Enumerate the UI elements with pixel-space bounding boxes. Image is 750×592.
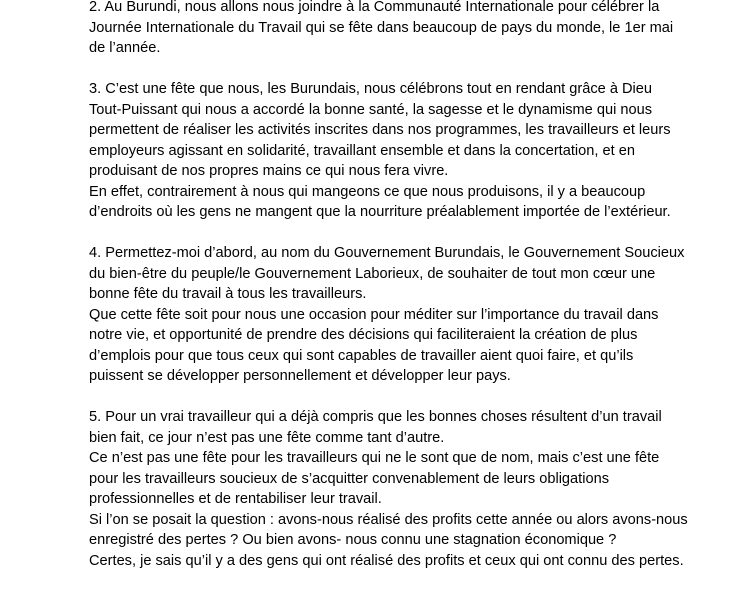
text-line: du bien-être du peuple/le Gouvernement Laborieux, de souhaiter de tout mon cœur une xyxy=(89,265,656,282)
text-line: permettent de réaliser les activités inscrites dans nos programmes, les travailleurs et leurs xyxy=(89,122,671,138)
text-line: 2. Au Burundi, nous allons nous joindre à la Communauté Internationale pour célébrer la xyxy=(89,0,660,15)
text-line: En effet, contrairement à nous qui mangeons ce que nous produisons, il y a beaucoup xyxy=(89,183,646,200)
paragraph-5 xyxy=(89,407,689,571)
text-line: enregistré des pertes ? Ou bien avons- nous connu une stagnation économique ? xyxy=(89,532,617,548)
text-line: 5. Pour un vrai travailleur qui a déjà compris que les bonnes choses résultent d’un travail xyxy=(89,409,662,425)
text-line: 4. Permettez-moi d’abord, au nom du Gouvernement Burundais, le Gouvernement Soucieux xyxy=(89,245,685,261)
paragraph-3 xyxy=(89,79,689,223)
text-line: employeurs agissant en solidarité, travaillant ensemble et dans la concertation, et en xyxy=(89,142,635,159)
text-line: de l’année. xyxy=(89,40,161,56)
text-line: Si l’on se posait la question : avons-nous réalisé des profits cette année ou alors avons-nous xyxy=(89,511,688,528)
text-line: d’emplois pour que tous ceux qui sont capables de travailler aient quoi faire, et qu’ils xyxy=(89,347,634,364)
paragraph-4 xyxy=(89,243,689,387)
text-line: Que cette fête soit pour nous une occasion pour méditer sur l’importance du travail dans xyxy=(89,306,659,323)
text-line: professionnelles et de rentabiliser leur travail. xyxy=(89,491,382,507)
document-body xyxy=(89,0,689,592)
text-line: Journée Internationale du Travail qui se fête dans beaucoup de pays du monde, le 1er mai xyxy=(89,19,674,36)
text-line: pour les travailleurs soucieux de s’acquitter convenablement de leurs obligations xyxy=(89,470,609,487)
text-line: produisant de nos propres mains ce qui nous fera vivre. xyxy=(89,163,449,179)
text-line: puissent se développer personnellement et développer leur pays. xyxy=(89,368,511,384)
paragraph-2 xyxy=(89,0,689,59)
text-line: Ce n’est pas une fête pour les travailleurs qui ne le sont que de nom, mais c’est une fête xyxy=(89,450,660,466)
text-line: bien fait, ce jour n’est pas une fête comme tant d’autre. xyxy=(89,429,445,446)
text-line: notre vie, et opportunité de prendre des décisions qui faciliteraient la création de plus xyxy=(89,327,638,343)
text-line: 3. C’est une fête que nous, les Burundais, nous célébrons tout en rendant grâce à Dieu xyxy=(89,81,653,97)
text-line: Tout-Puissant qui nous a accordé la bonne santé, la sagesse et le dynamisme qui nous xyxy=(89,101,653,118)
text-line: Certes, je sais qu’il y a des gens qui ont réalisé des profits et ceux qui ont connu des pertes. xyxy=(89,552,684,569)
text-line: bonne fête du travail à tous les travailleurs. xyxy=(89,286,367,302)
text-line: d’endroits où les gens ne mangent que la nourriture préalablement importée de l’extérieur. xyxy=(89,204,671,220)
